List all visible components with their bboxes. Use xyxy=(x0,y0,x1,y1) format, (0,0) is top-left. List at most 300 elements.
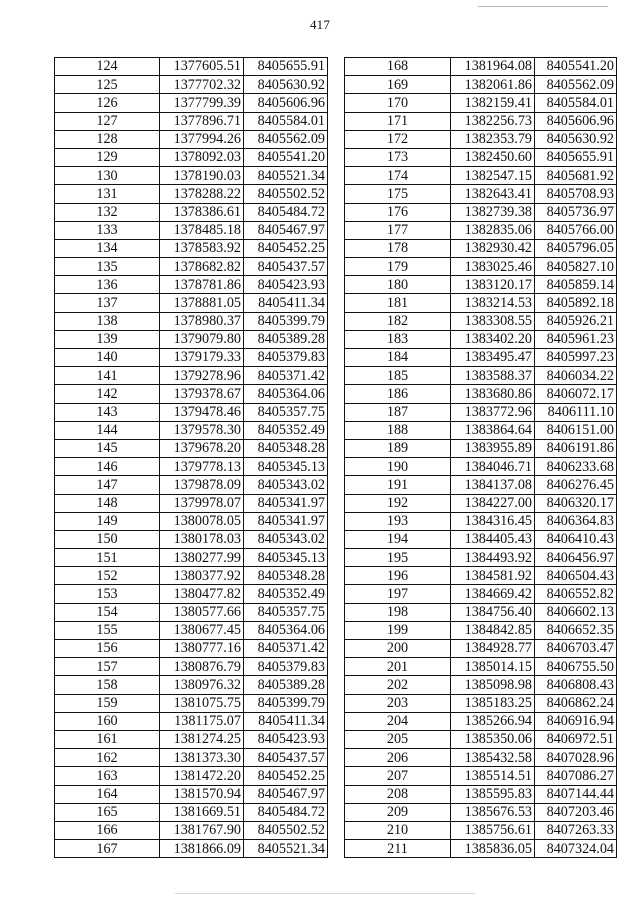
table-row xyxy=(55,658,328,676)
point-number: 193 xyxy=(345,512,451,530)
coordinate-x: 1382159.41 xyxy=(451,94,535,112)
coordinate-x: 1380677.45 xyxy=(160,621,244,639)
coordinate-x: 1381274.25 xyxy=(160,730,244,748)
table-row xyxy=(55,330,328,348)
table-row xyxy=(55,458,328,476)
point-number: 159 xyxy=(55,694,160,712)
coordinate-y: 8405681.92 xyxy=(535,167,617,185)
point-number: 140 xyxy=(55,349,160,367)
point-number: 177 xyxy=(345,221,451,239)
table-row xyxy=(345,494,617,512)
point-number: 173 xyxy=(345,148,451,166)
coordinate-x: 1383680.86 xyxy=(451,385,535,403)
bottom-rule xyxy=(175,893,475,894)
table-row xyxy=(55,312,328,330)
point-number: 165 xyxy=(55,803,160,821)
coordinate-y: 8407144.44 xyxy=(535,785,617,803)
point-number: 154 xyxy=(55,603,160,621)
table-row xyxy=(345,712,617,730)
coordinate-y: 8405467.97 xyxy=(244,221,328,239)
table-row xyxy=(345,785,617,803)
coordinate-y: 8405399.79 xyxy=(244,694,328,712)
point-number: 195 xyxy=(345,549,451,567)
point-number: 208 xyxy=(345,785,451,803)
coordinate-x: 1380577.66 xyxy=(160,603,244,621)
point-number: 147 xyxy=(55,476,160,494)
coordinate-y: 8405364.06 xyxy=(244,385,328,403)
coordinate-y: 8405997.23 xyxy=(535,349,617,367)
table-row xyxy=(345,221,617,239)
coordinate-x: 1383772.96 xyxy=(451,403,535,421)
coordinate-x: 1378881.05 xyxy=(160,294,244,312)
table-row xyxy=(345,567,617,585)
table-row xyxy=(345,367,617,385)
coordinate-y: 8405766.00 xyxy=(535,221,617,239)
page-number: 417 xyxy=(309,17,331,32)
table-row xyxy=(55,785,328,803)
table-row xyxy=(55,840,328,858)
coordinate-y: 8405411.34 xyxy=(244,712,328,730)
coordinate-x: 1384493.92 xyxy=(451,549,535,567)
point-number: 184 xyxy=(345,349,451,367)
point-number: 135 xyxy=(55,258,160,276)
point-number: 194 xyxy=(345,530,451,548)
table-row xyxy=(55,239,328,257)
point-number: 204 xyxy=(345,712,451,730)
coordinate-x: 1379278.96 xyxy=(160,367,244,385)
coordinate-y: 8405343.02 xyxy=(244,476,328,494)
point-number: 125 xyxy=(55,76,160,94)
coordinate-x: 1380078.05 xyxy=(160,512,244,530)
coordinate-y: 8405364.06 xyxy=(244,621,328,639)
table-row xyxy=(55,512,328,530)
coordinate-y: 8405341.97 xyxy=(244,494,328,512)
coordinate-y: 8405345.13 xyxy=(244,458,328,476)
coordinate-y: 8406072.17 xyxy=(535,385,617,403)
table-row xyxy=(345,349,617,367)
coordinate-x: 1379678.20 xyxy=(160,439,244,457)
coordinate-x: 1377702.32 xyxy=(160,76,244,94)
coordinate-y: 8407263.33 xyxy=(535,821,617,839)
coordinate-x: 1380976.32 xyxy=(160,676,244,694)
coordinate-y: 8405345.13 xyxy=(244,549,328,567)
table-row xyxy=(345,621,617,639)
coordinate-y: 8406276.45 xyxy=(535,476,617,494)
coordinate-y: 8407203.46 xyxy=(535,803,617,821)
coordinate-x: 1381669.51 xyxy=(160,803,244,821)
coordinate-y: 8406808.43 xyxy=(535,676,617,694)
coordinate-y: 8406552.82 xyxy=(535,585,617,603)
point-number: 200 xyxy=(345,640,451,658)
table-row xyxy=(55,803,328,821)
table-row xyxy=(345,803,617,821)
table-row xyxy=(345,640,617,658)
coordinate-x: 1383864.64 xyxy=(451,421,535,439)
coordinate-x: 1378092.03 xyxy=(160,148,244,166)
coordinate-x: 1383402.20 xyxy=(451,330,535,348)
point-number: 179 xyxy=(345,258,451,276)
coordinate-y: 8406151.00 xyxy=(535,421,617,439)
coordinate-y: 8405352.49 xyxy=(244,585,328,603)
coordinate-y: 8405452.25 xyxy=(244,239,328,257)
coordinate-y: 8405371.42 xyxy=(244,640,328,658)
point-number: 129 xyxy=(55,148,160,166)
coordinate-y: 8405502.52 xyxy=(244,821,328,839)
table-row xyxy=(345,585,617,603)
table-row xyxy=(55,476,328,494)
table-row xyxy=(345,239,617,257)
table-row xyxy=(55,712,328,730)
table-row xyxy=(345,94,617,112)
coordinate-y: 8405521.34 xyxy=(244,840,328,858)
table-row xyxy=(55,603,328,621)
point-number: 192 xyxy=(345,494,451,512)
point-number: 175 xyxy=(345,185,451,203)
coordinate-x: 1385432.58 xyxy=(451,749,535,767)
point-number: 211 xyxy=(345,840,451,858)
coordinate-x: 1380178.03 xyxy=(160,530,244,548)
point-number: 172 xyxy=(345,130,451,148)
coordinate-y: 8405562.09 xyxy=(244,130,328,148)
coordinate-y: 8405437.57 xyxy=(244,749,328,767)
coordinate-x: 1383025.46 xyxy=(451,258,535,276)
coordinate-y: 8406111.10 xyxy=(535,403,617,421)
coordinate-x: 1380777.16 xyxy=(160,640,244,658)
point-number: 166 xyxy=(55,821,160,839)
point-number: 156 xyxy=(55,640,160,658)
table-row xyxy=(55,294,328,312)
point-number: 207 xyxy=(345,767,451,785)
table-row xyxy=(55,585,328,603)
point-number: 138 xyxy=(55,312,160,330)
coordinate-y: 8405484.72 xyxy=(244,203,328,221)
table-row xyxy=(55,494,328,512)
table-row xyxy=(55,76,328,94)
table-row xyxy=(345,421,617,439)
coordinate-y: 8406456.97 xyxy=(535,549,617,567)
coordinate-x: 1380876.79 xyxy=(160,658,244,676)
table-row xyxy=(345,148,617,166)
table-row xyxy=(55,385,328,403)
table-row xyxy=(55,567,328,585)
table-row xyxy=(345,603,617,621)
point-number: 178 xyxy=(345,239,451,257)
coordinate-x: 1377896.71 xyxy=(160,112,244,130)
coordinate-y: 8405584.01 xyxy=(244,112,328,130)
coordinate-y: 8405348.28 xyxy=(244,439,328,457)
point-number: 151 xyxy=(55,549,160,567)
table-row xyxy=(55,694,328,712)
table-row xyxy=(345,76,617,94)
coordinate-x: 1382450.60 xyxy=(451,148,535,166)
coordinate-y: 8405502.52 xyxy=(244,185,328,203)
coordinate-x: 1380477.82 xyxy=(160,585,244,603)
point-number: 202 xyxy=(345,676,451,694)
point-number: 137 xyxy=(55,294,160,312)
coordinate-x: 1383308.55 xyxy=(451,312,535,330)
coordinate-table-right-body xyxy=(345,58,617,858)
coordinate-x: 1385595.83 xyxy=(451,785,535,803)
point-number: 160 xyxy=(55,712,160,730)
coordinate-y: 8405423.93 xyxy=(244,276,328,294)
table-row xyxy=(345,58,617,76)
coordinate-y: 8405423.93 xyxy=(244,730,328,748)
table-row xyxy=(345,658,617,676)
point-number: 171 xyxy=(345,112,451,130)
table-row xyxy=(55,203,328,221)
coordinate-y: 8405655.91 xyxy=(535,148,617,166)
coordinate-x: 1379378.67 xyxy=(160,385,244,403)
table-row xyxy=(345,385,617,403)
point-number: 206 xyxy=(345,749,451,767)
coordinate-x: 1382739.38 xyxy=(451,203,535,221)
point-number: 155 xyxy=(55,621,160,639)
table-row xyxy=(55,767,328,785)
coordinate-x: 1378485.18 xyxy=(160,221,244,239)
table-row xyxy=(345,458,617,476)
table-row xyxy=(345,439,617,457)
coordinate-y: 8406233.68 xyxy=(535,458,617,476)
point-number: 162 xyxy=(55,749,160,767)
coordinate-y: 8405389.28 xyxy=(244,676,328,694)
point-number: 199 xyxy=(345,621,451,639)
coordinate-y: 8406862.24 xyxy=(535,694,617,712)
coordinate-x: 1379578.30 xyxy=(160,421,244,439)
point-number: 190 xyxy=(345,458,451,476)
point-number: 185 xyxy=(345,367,451,385)
table-row xyxy=(345,330,617,348)
coordinate-x: 1385183.25 xyxy=(451,694,535,712)
point-number: 167 xyxy=(55,840,160,858)
table-row xyxy=(345,512,617,530)
coordinate-y: 8405389.28 xyxy=(244,330,328,348)
table-row xyxy=(55,94,328,112)
coordinate-y: 8405452.25 xyxy=(244,767,328,785)
point-number: 127 xyxy=(55,112,160,130)
table-row xyxy=(55,185,328,203)
table-row xyxy=(55,421,328,439)
coordinate-x: 1384756.40 xyxy=(451,603,535,621)
coordinate-x: 1385014.15 xyxy=(451,658,535,676)
coordinate-x: 1380377.92 xyxy=(160,567,244,585)
coordinate-x: 1378386.61 xyxy=(160,203,244,221)
table-row xyxy=(55,749,328,767)
coordinate-x: 1382061.86 xyxy=(451,76,535,94)
coordinate-x: 1378190.03 xyxy=(160,167,244,185)
coordinate-y: 8405630.92 xyxy=(535,130,617,148)
coordinate-x: 1379878.09 xyxy=(160,476,244,494)
coordinate-y: 8405341.97 xyxy=(244,512,328,530)
point-number: 210 xyxy=(345,821,451,839)
point-number: 149 xyxy=(55,512,160,530)
point-number: 144 xyxy=(55,421,160,439)
coordinate-y: 8405352.49 xyxy=(244,421,328,439)
table-row xyxy=(55,676,328,694)
coordinate-y: 8405484.72 xyxy=(244,803,328,821)
coordinate-y: 8405892.18 xyxy=(535,294,617,312)
table-row xyxy=(345,821,617,839)
point-number: 142 xyxy=(55,385,160,403)
coordinate-y: 8406504.43 xyxy=(535,567,617,585)
point-number: 183 xyxy=(345,330,451,348)
point-number: 161 xyxy=(55,730,160,748)
table-row xyxy=(345,185,617,203)
table-row xyxy=(345,312,617,330)
table-row xyxy=(345,749,617,767)
table-row xyxy=(345,694,617,712)
coordinate-x: 1383120.17 xyxy=(451,276,535,294)
coordinate-x: 1381964.08 xyxy=(451,58,535,76)
coordinate-x: 1382930.42 xyxy=(451,239,535,257)
table-row xyxy=(55,730,328,748)
coordinate-x: 1384581.92 xyxy=(451,567,535,585)
coordinate-x: 1381570.94 xyxy=(160,785,244,803)
coordinate-y: 8405796.05 xyxy=(535,239,617,257)
table-row xyxy=(55,167,328,185)
table-row xyxy=(345,258,617,276)
table-row xyxy=(55,148,328,166)
coordinate-x: 1383955.89 xyxy=(451,439,535,457)
coordinate-x: 1378781.86 xyxy=(160,276,244,294)
coordinate-x: 1384928.77 xyxy=(451,640,535,658)
coordinate-x: 1379079.80 xyxy=(160,330,244,348)
coordinate-x: 1377605.51 xyxy=(160,58,244,76)
coordinate-y: 8405606.96 xyxy=(244,94,328,112)
coordinate-y: 8405736.97 xyxy=(535,203,617,221)
coordinate-y: 8406652.35 xyxy=(535,621,617,639)
coordinate-y: 8405379.83 xyxy=(244,349,328,367)
point-number: 188 xyxy=(345,421,451,439)
coordinate-x: 1384405.43 xyxy=(451,530,535,548)
point-number: 148 xyxy=(55,494,160,512)
point-number: 157 xyxy=(55,658,160,676)
coordinate-x: 1381866.09 xyxy=(160,840,244,858)
coordinate-x: 1383214.53 xyxy=(451,294,535,312)
table-row xyxy=(55,112,328,130)
table-row xyxy=(345,203,617,221)
coordinate-x: 1384227.00 xyxy=(451,494,535,512)
coordinate-x: 1382547.15 xyxy=(451,167,535,185)
coordinate-y: 8405541.20 xyxy=(535,58,617,76)
table-row xyxy=(345,167,617,185)
coordinate-y: 8405437.57 xyxy=(244,258,328,276)
point-number: 187 xyxy=(345,403,451,421)
point-number: 201 xyxy=(345,658,451,676)
coordinate-y: 8406364.83 xyxy=(535,512,617,530)
point-number: 139 xyxy=(55,330,160,348)
coordinate-x: 1384137.08 xyxy=(451,476,535,494)
coordinate-x: 1378980.37 xyxy=(160,312,244,330)
coordinate-y: 8405357.75 xyxy=(244,403,328,421)
coordinate-y: 8405343.02 xyxy=(244,530,328,548)
coordinate-y: 8405708.93 xyxy=(535,185,617,203)
table-row xyxy=(55,367,328,385)
coordinate-x: 1384842.85 xyxy=(451,621,535,639)
point-number: 152 xyxy=(55,567,160,585)
point-number: 145 xyxy=(55,439,160,457)
point-number: 203 xyxy=(345,694,451,712)
coordinate-y: 8406410.43 xyxy=(535,530,617,548)
coordinate-y: 8405411.34 xyxy=(244,294,328,312)
top-rule xyxy=(478,6,608,7)
table-row xyxy=(345,676,617,694)
coordinate-y: 8407028.96 xyxy=(535,749,617,767)
coordinate-x: 1377994.26 xyxy=(160,130,244,148)
table-row xyxy=(55,58,328,76)
coordinate-y: 8406320.17 xyxy=(535,494,617,512)
point-number: 174 xyxy=(345,167,451,185)
point-number: 134 xyxy=(55,239,160,257)
coordinate-y: 8405399.79 xyxy=(244,312,328,330)
point-number: 196 xyxy=(345,567,451,585)
coordinate-y: 8405827.10 xyxy=(535,258,617,276)
coordinate-y: 8407086.27 xyxy=(535,767,617,785)
coordinate-table-right xyxy=(344,57,617,858)
coordinate-y: 8405348.28 xyxy=(244,567,328,585)
coordinate-x: 1378583.92 xyxy=(160,239,244,257)
coordinate-x: 1384669.42 xyxy=(451,585,535,603)
table-row xyxy=(345,530,617,548)
coordinate-y: 8405357.75 xyxy=(244,603,328,621)
point-number: 141 xyxy=(55,367,160,385)
point-number: 170 xyxy=(345,94,451,112)
coordinate-x: 1385836.05 xyxy=(451,840,535,858)
coordinate-x: 1381373.30 xyxy=(160,749,244,767)
point-number: 131 xyxy=(55,185,160,203)
coordinate-x: 1382835.06 xyxy=(451,221,535,239)
coordinate-y: 8406191.86 xyxy=(535,439,617,457)
table-row xyxy=(55,258,328,276)
table-row xyxy=(345,476,617,494)
point-number: 126 xyxy=(55,94,160,112)
coordinate-x: 1385098.98 xyxy=(451,676,535,694)
point-number: 153 xyxy=(55,585,160,603)
coordinate-x: 1385514.51 xyxy=(451,767,535,785)
coordinate-x: 1381767.90 xyxy=(160,821,244,839)
coordinate-y: 8405655.91 xyxy=(244,58,328,76)
point-number: 130 xyxy=(55,167,160,185)
point-number: 198 xyxy=(345,603,451,621)
coordinate-table-left-body xyxy=(55,58,328,858)
coordinate-y: 8405859.14 xyxy=(535,276,617,294)
coordinate-y: 8406972.51 xyxy=(535,730,617,748)
table-row xyxy=(345,767,617,785)
point-number: 169 xyxy=(345,76,451,94)
point-number: 209 xyxy=(345,803,451,821)
coordinate-y: 8406703.47 xyxy=(535,640,617,658)
point-number: 150 xyxy=(55,530,160,548)
point-number: 128 xyxy=(55,130,160,148)
point-number: 197 xyxy=(345,585,451,603)
coordinate-x: 1383588.37 xyxy=(451,367,535,385)
table-row xyxy=(55,349,328,367)
point-number: 191 xyxy=(345,476,451,494)
coordinate-y: 8405584.01 xyxy=(535,94,617,112)
point-number: 133 xyxy=(55,221,160,239)
coordinate-x: 1381175.07 xyxy=(160,712,244,730)
coordinate-x: 1385756.61 xyxy=(451,821,535,839)
coordinate-x: 1378288.22 xyxy=(160,185,244,203)
coordinate-x: 1378682.82 xyxy=(160,258,244,276)
coordinate-x: 1383495.47 xyxy=(451,349,535,367)
coordinate-x: 1380277.99 xyxy=(160,549,244,567)
table-row xyxy=(55,221,328,239)
table-row xyxy=(55,621,328,639)
table-row xyxy=(345,130,617,148)
point-number: 180 xyxy=(345,276,451,294)
table-row xyxy=(345,840,617,858)
point-number: 132 xyxy=(55,203,160,221)
